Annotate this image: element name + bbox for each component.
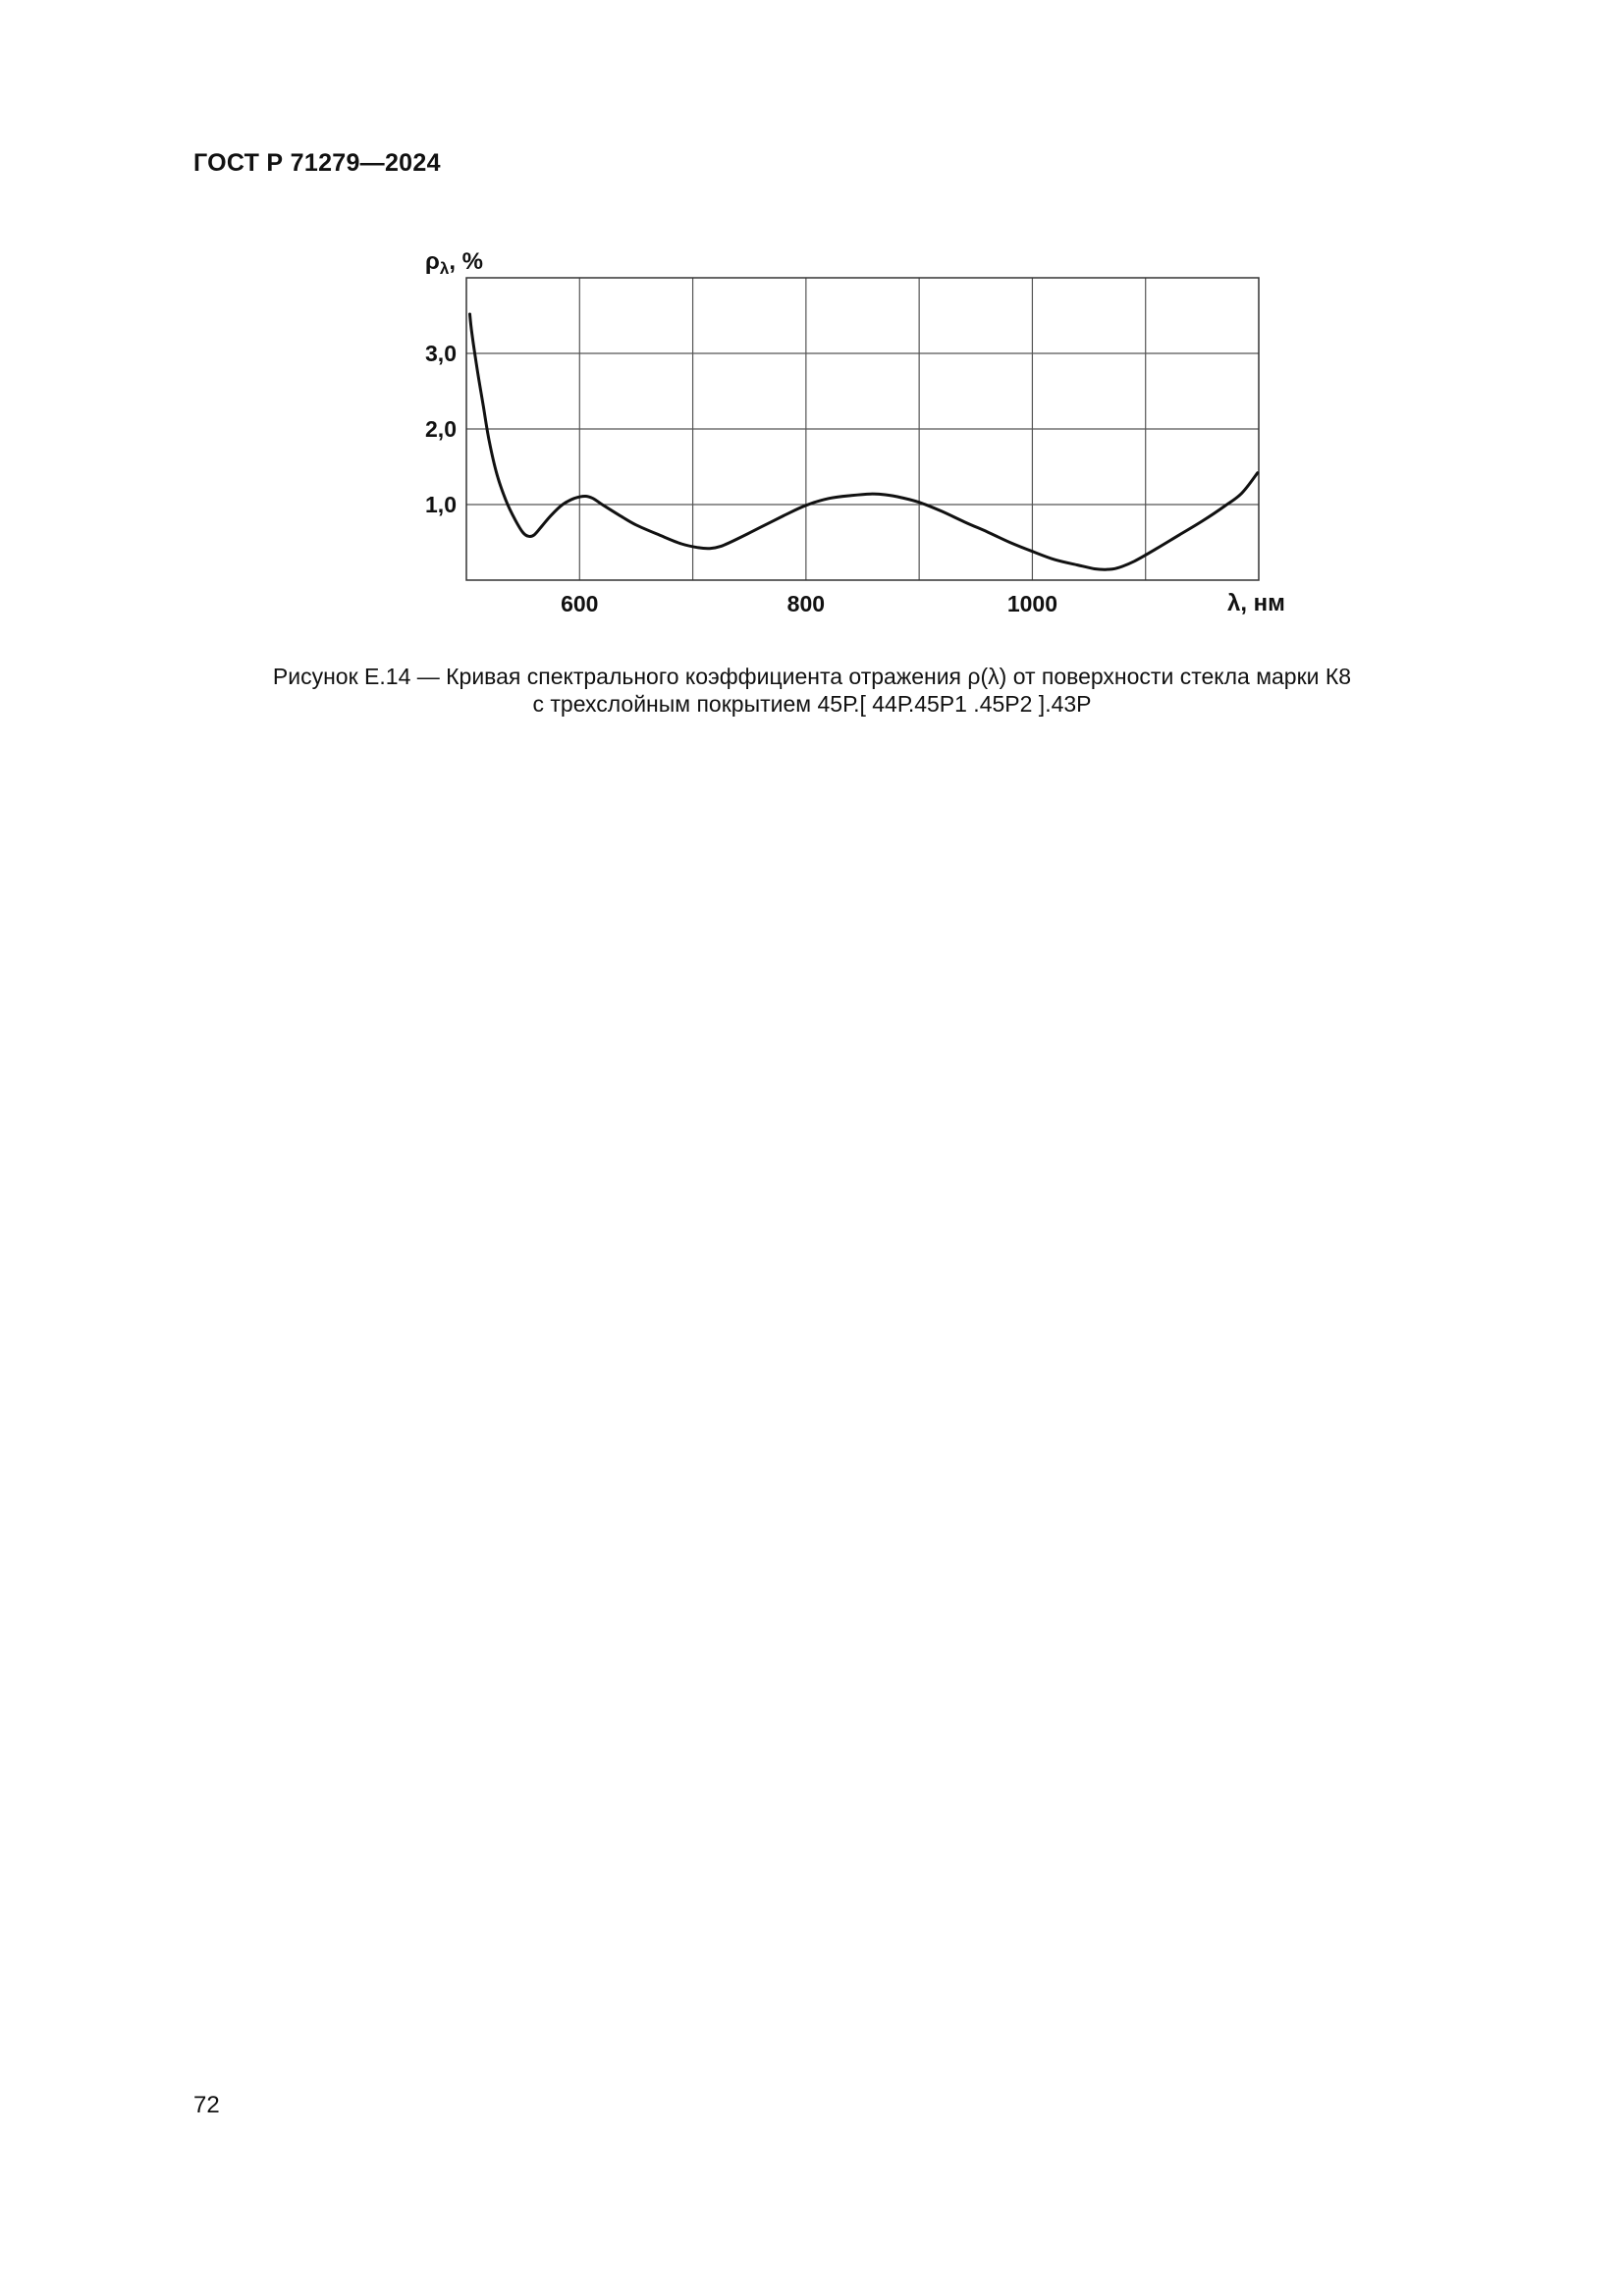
y-axis-label <box>425 248 483 278</box>
chart-grid <box>466 278 1259 580</box>
page-number: 72 <box>193 2092 220 2118</box>
x-tick-label: 800 <box>786 591 826 616</box>
x-tick-label: 1000 <box>1006 591 1058 616</box>
reflectance-chart <box>0 0 1624 648</box>
reflectance-curve <box>470 314 1258 569</box>
x-tick-label: 600 <box>561 591 599 616</box>
figure-caption-line-2: с трехслойным покрытием 45Р.[ 44Р.45Р1 .45Р2 ].43Р <box>532 691 1092 717</box>
y-axis-label-unit: , % <box>449 248 484 275</box>
x-axis-label: λ, нм <box>1227 590 1285 616</box>
tick-labels <box>425 341 1057 616</box>
figure-caption-line-1: Рисунок Е.14 — Кривая спектрального коэффициента отражения ρ(λ) от поверхности стекла марки К8 <box>272 664 1352 689</box>
y-tick-label: 1,0 <box>425 492 457 517</box>
y-axis-label-symbol: ρ <box>425 248 440 275</box>
y-tick-label: 3,0 <box>425 341 457 366</box>
y-tick-label: 2,0 <box>425 416 457 442</box>
y-axis-label-subscript: λ <box>439 259 450 278</box>
document-header: ГОСТ Р 71279—2024 <box>193 149 441 177</box>
